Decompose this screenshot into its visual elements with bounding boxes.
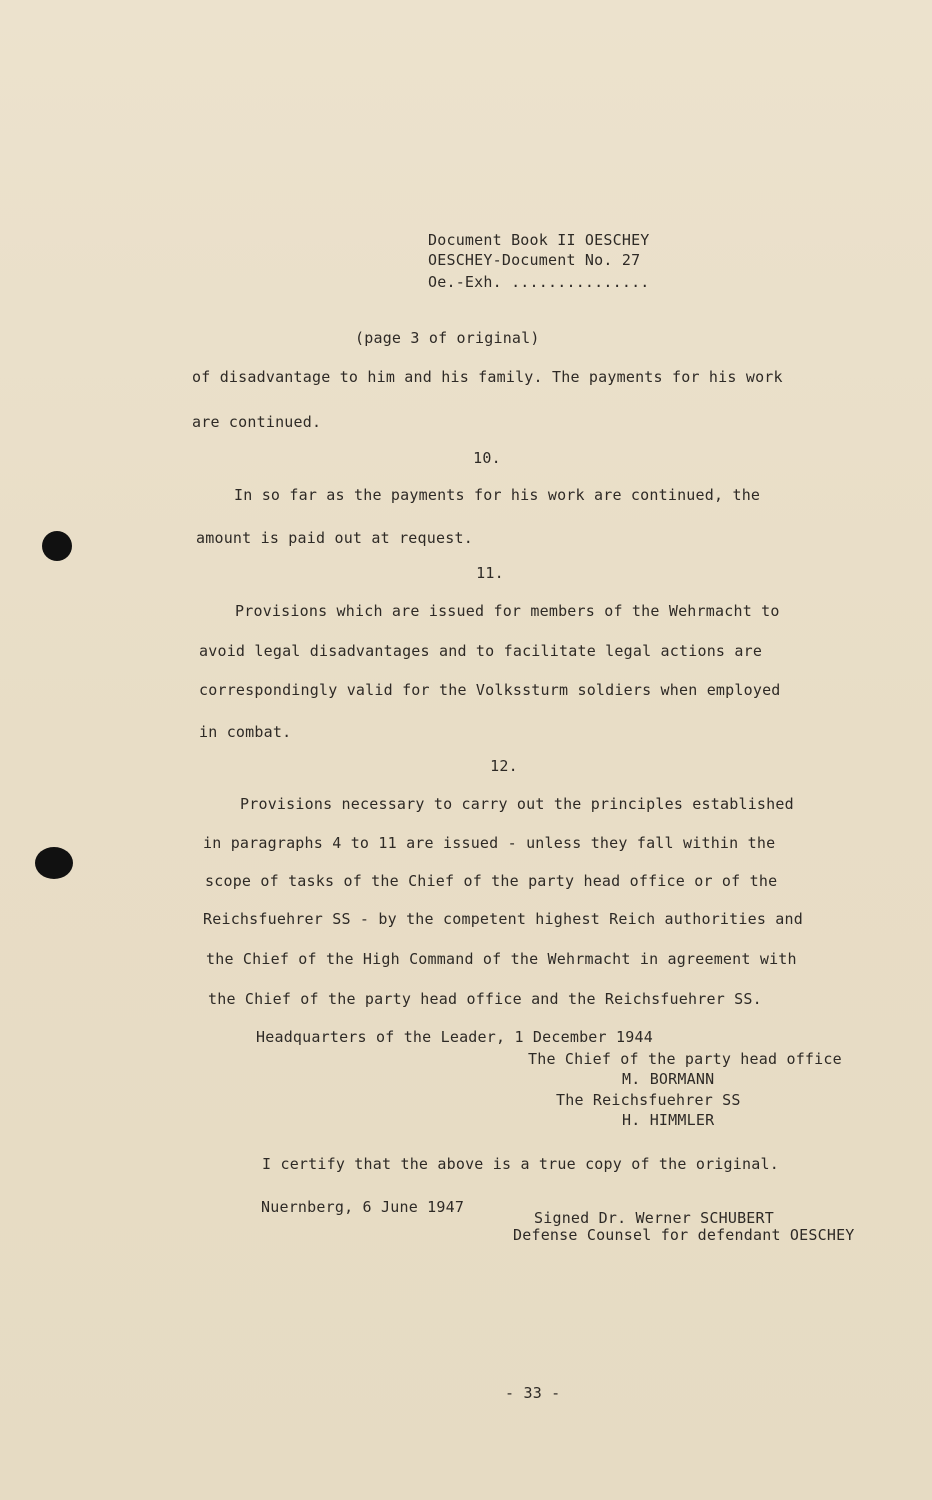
punch-hole-top (42, 531, 72, 561)
p11-line1: Provisions which are issued for members of the Wehrmacht to (235, 602, 780, 620)
p12-line3: scope of tasks of the Chief of the party head office or of the (205, 872, 778, 890)
reichsfuehrer-title: The Reichsfuehrer SS (556, 1091, 741, 1109)
p11-line2: avoid legal disadvantages and to facilitate legal actions are (199, 642, 763, 660)
reichsfuehrer-name: H. HIMMLER (622, 1111, 715, 1129)
certification-counsel-role: Defense Counsel for defendant OESCHEY (513, 1226, 855, 1244)
p11-line3: correspondingly valid for the Volkssturm soldiers when employed (199, 681, 781, 699)
certification-place-date: Nuernberg, 6 June 1947 (261, 1198, 465, 1216)
chief-party-office-title: The Chief of the party head office (528, 1050, 842, 1068)
p12-line2: in paragraphs 4 to 11 are issued - unless they fall within the (203, 834, 776, 852)
p12-line4: Reichsfuehrer SS - by the competent highest Reich authorities and (203, 910, 803, 928)
certification-signed: Signed Dr. Werner SCHUBERT (534, 1209, 774, 1227)
section-number-12: 12. (490, 757, 518, 775)
p12-line5: the Chief of the High Command of the Wehrmacht in agreement with (206, 950, 797, 968)
header-document-number: OESCHEY-Document No. 27 (428, 251, 641, 269)
p1-line2: are continued. (192, 413, 322, 431)
p1-line1: of disadvantage to him and his family. The payments for his work (192, 368, 783, 386)
section-number-11: 11. (476, 564, 504, 582)
p12-line6: the Chief of the party head office and the Reichsfuehrer SS. (208, 990, 762, 1008)
header-exhibit: Oe.-Exh. ............... (428, 273, 650, 291)
p11-line4: in combat. (199, 723, 292, 741)
punch-hole-bottom (35, 847, 73, 879)
chief-party-office-name: M. BORMANN (622, 1070, 715, 1088)
page-number: - 33 - (505, 1384, 561, 1402)
header-document-book: Document Book II OESCHEY (428, 231, 650, 249)
headquarters-date-line: Headquarters of the Leader, 1 December 1944 (256, 1028, 653, 1046)
page-reference: (page 3 of original) (355, 329, 540, 347)
certification-statement: I certify that the above is a true copy of the original. (262, 1155, 779, 1173)
section-number-10: 10. (473, 449, 501, 467)
p12-line1: Provisions necessary to carry out the principles established (240, 795, 794, 813)
p10-line1: In so far as the payments for his work are continued, the (234, 486, 761, 504)
p10-line2: amount is paid out at request. (196, 529, 473, 547)
